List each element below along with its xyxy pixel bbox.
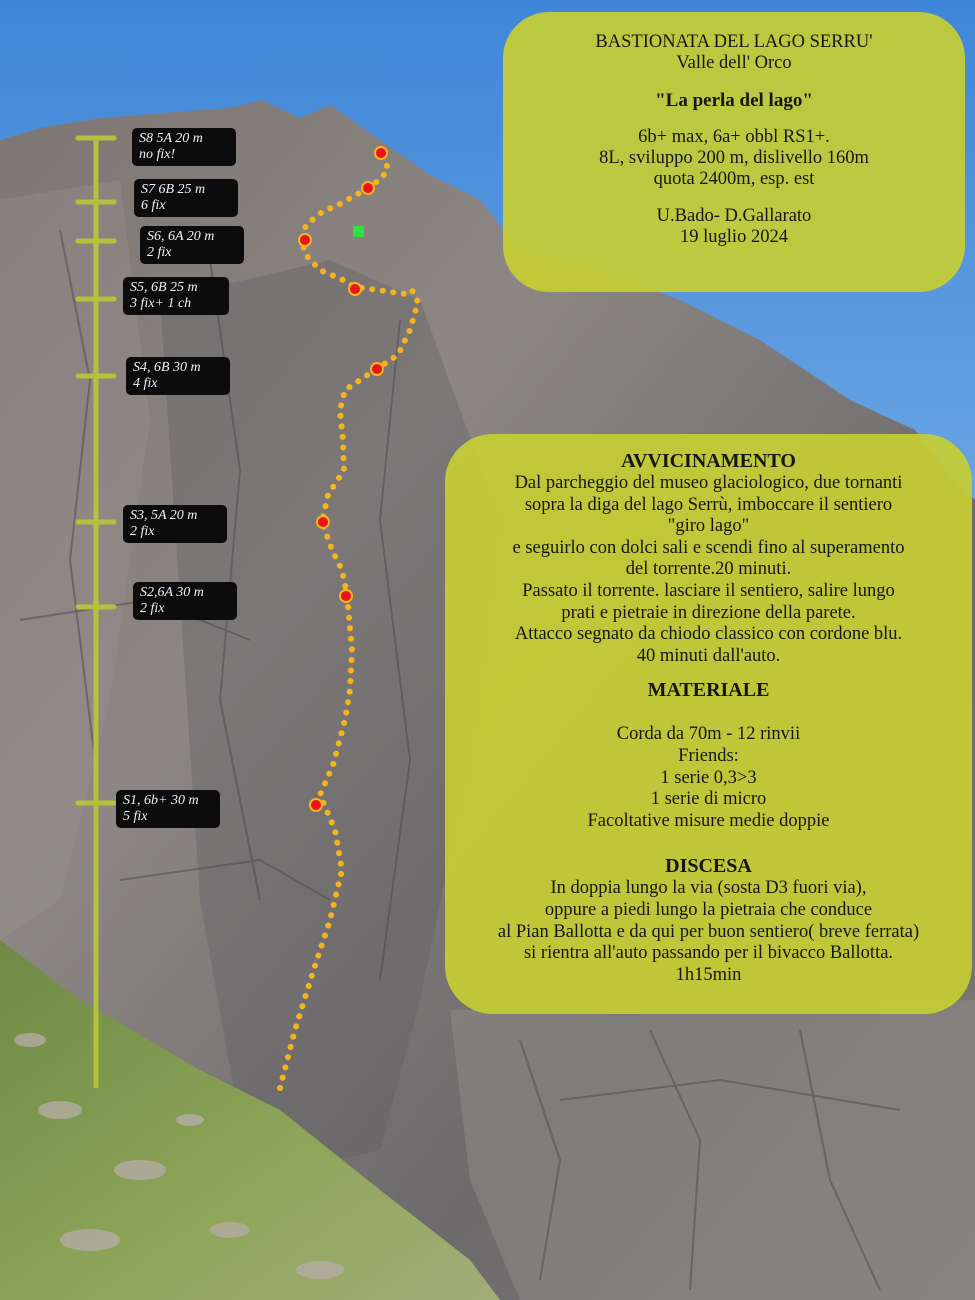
route-length: 8L, sviluppo 200 m, dislivello 160m (599, 148, 869, 168)
valley-name: Valle dell' Orco (676, 53, 792, 73)
material-line: Friends: (678, 745, 739, 766)
pitch-label-fix: 6 fix (141, 198, 166, 213)
pitch-label-s5 (123, 277, 229, 315)
crag-title: BASTIONATA DEL LAGO SERRU' (595, 32, 873, 52)
pitch-label-grade: S3, 5A 20 m (130, 508, 198, 523)
pitch-label-grade: S4, 6B 30 m (133, 360, 201, 375)
pitch-label-s1 (116, 790, 220, 828)
descent-line: si rientra all'auto passando per il bivacco Ballotta. (523, 943, 894, 964)
belay-marker-green (353, 226, 364, 237)
material-line: 1 serie 0,3>3 (660, 767, 757, 788)
descent-heading: DISCESA (665, 855, 752, 878)
pitch-label-grade: S8 5A 20 m (139, 131, 203, 146)
pitch-label-grade: S5, 6B 25 m (130, 280, 198, 295)
route-date: 19 luglio 2024 (680, 227, 788, 247)
pitch-label-fix: 5 fix (123, 809, 148, 824)
approach-line: Attacco segnato da chiodo classico con cordone blu. (514, 624, 903, 645)
route-grades: 6b+ max, 6a+ obbl RS1+. (638, 127, 830, 147)
pitch-label-s8 (132, 128, 236, 166)
material-line: 1 serie di micro (650, 789, 767, 810)
approach-line: prati e pietraie in direzione della parete. (561, 602, 856, 623)
approach-line: Passato il torrente. lasciare il sentiero, salire lungo (522, 580, 895, 601)
pitch-label-s2 (133, 582, 237, 620)
descent-line: 1h15min (675, 964, 742, 985)
descent-line: oppure a piedi lungo la pietraia che conduce (544, 899, 873, 920)
material-heading: MATERIALE (647, 679, 770, 702)
material-line: Facoltative misure medie doppie (587, 810, 830, 831)
approach-line: sopra la diga del lago Serrù, imboccare il sentiero (524, 494, 893, 515)
pitch-label-fix: 4 fix (133, 376, 158, 391)
descent-line: al Pian Ballotta e da qui per buon sentiero( breve ferrata) (497, 921, 920, 942)
rock-lower-slab (450, 1000, 975, 1300)
pitch-label-s7 (134, 179, 238, 217)
pitch-label-grade: S2,6A 30 m (140, 585, 204, 600)
pitch-label-fix: 2 fix (147, 245, 172, 260)
approach-heading: AVVICINAMENTO (621, 450, 796, 472)
pitch-label-fix: 3 fix+ 1 ch (130, 296, 192, 311)
pitch-label-grade: S7 6B 25 m (141, 182, 206, 197)
pitch-label-fix: 2 fix (140, 601, 165, 616)
pitch-label-fix: 2 fix (130, 524, 155, 539)
pitch-label-s6 (140, 226, 244, 264)
material-line: Corda da 70m - 12 rinvii (616, 724, 801, 745)
descent-line: In doppia lungo la via (sosta D3 fuori via), (550, 878, 867, 899)
route-name: "La perla del lago" (655, 90, 813, 111)
approach-line: e seguirlo con dolci sali e scendi fino al superamento (512, 537, 905, 558)
route-info-panel (503, 12, 965, 292)
approach-line: 40 minuti dall'auto. (636, 645, 781, 666)
pitch-label-grade: S6, 6A 20 m (147, 229, 215, 244)
pitch-label-fix: no fix! (139, 147, 176, 162)
route-altitude: quota 2400m, esp. est (653, 169, 815, 189)
pitch-label-grade: S1, 6b+ 30 m (123, 793, 199, 808)
approach-line: del torrente.20 minuti. (625, 559, 792, 580)
route-description-panel (445, 434, 972, 1014)
approach-line: "giro lago" (667, 516, 750, 537)
approach-line: Dal parcheggio del museo glaciologico, due tornanti (514, 473, 903, 493)
pitch-label-s3 (123, 505, 227, 543)
pitch-label-s4 (126, 357, 230, 395)
route-authors: U.Bado- D.Gallarato (656, 206, 812, 226)
